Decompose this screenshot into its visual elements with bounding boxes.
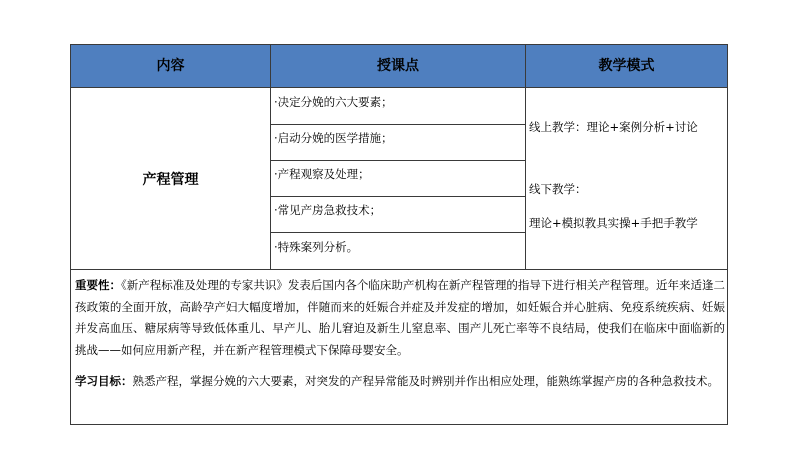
row-divider [71,269,727,270]
teaching-point: ·常见产房急救技术； [274,203,382,217]
header-teaching-mode: 教学模式 [598,58,655,74]
teaching-point: ·启动分娩的医学措施； [274,131,393,145]
mode-offline: 理论+模拟教具实操+手把手教学 [529,216,698,230]
header-content: 内容 [156,58,185,74]
importance-paragraph [75,275,725,361]
objective-paragraph [75,371,725,393]
importance-text: 《新产程标准及处理的专家共识》发表后国内各个临床助产机构在新产程管理的指导下进行相关产程管理。近年来适逢二孩政策的全面开放，高龄孕产妇大幅度增加，伴随而来的妊娠合并症及并发症的增加，如妊娠合并心脏病、免疫系统疾病、妊娠并发高血压、糖尿病等导致低体重儿、早产儿、胎儿窘迫及新生儿窒息率、围产儿死亡率等不良结局，使我们在临床中面临新的挑战——如何应用新产程，并在新产程管理模式下保障母婴安全。 [75,278,726,357]
course-table [70,44,728,425]
objective-text: 熟悉产程，掌握分娩的六大要素，对突发的产程异常能及时辨别并作出相应处理，能熟练掌握产房的各种急救技术。 [132,374,719,388]
teaching-point: ·决定分娩的六大要素； [274,95,393,109]
mode-online: 线上教学：理论+案例分析+讨论 [529,120,698,134]
points-divider-1 [270,124,526,125]
mode-offline-label: 线下教学： [529,182,587,196]
header-teaching-points: 授课点 [377,58,419,74]
points-divider-3 [270,196,526,197]
teaching-point: ·产程观察及处理； [274,167,370,181]
content-topic: 产程管理 [142,171,199,188]
importance-label: 重要性： [75,278,122,292]
points-divider-4 [270,232,526,233]
column-divider-2 [525,45,526,269]
objective-label: 学习目标： [75,374,133,388]
table-header [71,45,727,88]
column-divider-1 [270,45,271,269]
teaching-point: ·特殊案列分析。 [274,240,359,254]
points-divider-2 [270,160,526,161]
